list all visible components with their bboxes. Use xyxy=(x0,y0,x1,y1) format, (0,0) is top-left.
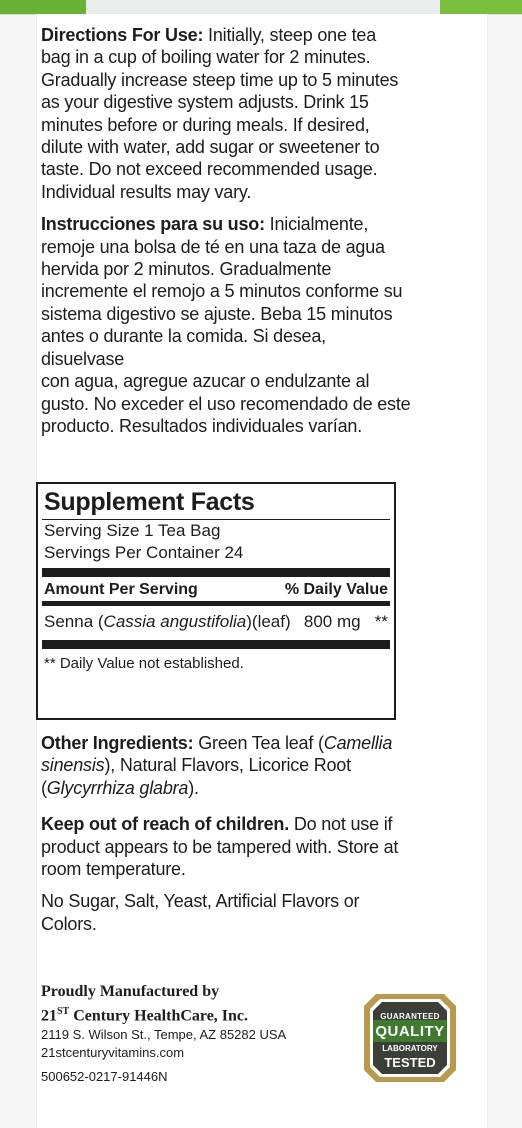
warning-heading: Keep out of reach of children. xyxy=(41,814,290,835)
package-top-strip xyxy=(0,0,522,15)
servings-per-container: Servings Per Container 24 xyxy=(44,543,244,562)
divider-thick-bottom xyxy=(42,640,390,649)
ingredient-amount: 800 mg ** xyxy=(303,612,388,631)
amount-per-serving-header: Amount Per Serving xyxy=(44,581,198,598)
directions-english: Directions For Use: Initially, steep one tea bag in a cup of boiling water for 2 minutes. Gradually increase steep time up to 5 minutes as your digestive system adjusts. Drink 15 minutes before or during meals. If desired, dilute with water, add sugar or sweetener to taste. Do not exceed recommended usage. Individual results may vary. xyxy=(41,25,399,202)
facts-row-senna xyxy=(44,612,388,632)
package-green-band xyxy=(0,0,86,14)
other-ingredients: Other Ingredients: Green Tea leaf (Camellia sinensis), Natural Flavors, Licorice Root (Glycyrrhiza glabra). xyxy=(41,733,393,798)
ingredients-section xyxy=(41,732,411,945)
daily-value-header: % Daily Value xyxy=(284,581,388,598)
warning-text: Keep out of reach of children. Do not use if product appears to be tampered with. Store at room temperature. xyxy=(41,814,399,880)
free-from-text: No Sugar, Salt, Yeast, Artificial Flavors or Colors. xyxy=(41,891,360,934)
divider-thick xyxy=(42,568,390,577)
manufacturer-name: 21ST Century HealthCare, Inc. xyxy=(41,1006,249,1025)
other-ingredients-heading: Other Ingredients: xyxy=(41,733,194,753)
ingredient-name: Senna (Cassia angustifolia)(leaf) xyxy=(44,612,291,631)
manufacturer-block xyxy=(41,982,361,1086)
directions-spanish: Instrucciones para su uso: Inicialmente, remoje una bolsa de té en una taza de agua hervida por 2 minutos. Gradualmente incremente el remojo a 5 minutos conforme su sistema digestivo se ajuste. Beba 15 minutos antes o durante la comida. Si desea, disuelvase con agua, agregue azucar o endulzante al gusto. No exceder el uso recomendado de este producto. Resultados individuales varían. xyxy=(41,214,411,436)
facts-column-headers xyxy=(44,581,388,599)
seal-line-2: QUALITY xyxy=(375,1023,445,1040)
product-code: 500652-0217-91446N xyxy=(41,1069,168,1085)
manufacturer-website: 21stcenturyvitamins.com xyxy=(41,1045,185,1061)
manufacturer-address: 2119 S. Wilson St., Tempe, AZ 85282 USA xyxy=(41,1027,287,1043)
manufacturer-intro: Proudly Manufactured by xyxy=(41,983,220,1000)
supplement-facts-box xyxy=(36,482,396,720)
directions-english-heading: Directions For Use: xyxy=(41,25,204,45)
daily-value-footnote: ** Daily Value not established. xyxy=(44,655,244,672)
seal-line-4: TESTED xyxy=(384,1055,436,1070)
quality-tested-seal xyxy=(358,986,462,1090)
divider-mid xyxy=(42,601,390,606)
seal-line-1: GUARANTEED xyxy=(380,1012,440,1021)
directions-spanish-heading: Instrucciones para su uso: xyxy=(41,214,265,235)
directions-section xyxy=(41,24,411,447)
seal-line-3: LABORATORY xyxy=(382,1044,438,1053)
supplement-facts-title: Supplement Facts xyxy=(44,488,255,516)
package-green-band-right xyxy=(440,0,522,14)
serving-size: Serving Size 1 Tea Bag xyxy=(44,521,221,540)
